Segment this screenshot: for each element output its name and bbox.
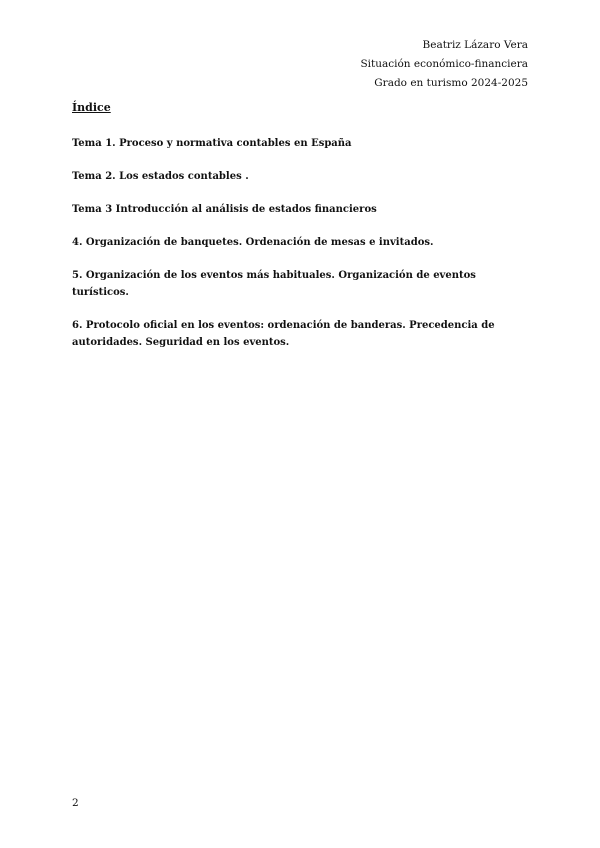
page-number: 2 — [72, 797, 79, 809]
index-title: Índice — [72, 101, 111, 114]
document-header — [360, 36, 528, 93]
toc-item-tema-2: Tema 2. Los estados contables . — [72, 171, 249, 182]
toc-item-6: 6. Protocolo oficial en los eventos: ordenación de banderas. Precedencia de autoridades. Seguridad en los eventos. — [72, 320, 495, 348]
table-of-contents — [72, 135, 528, 367]
toc-item-tema-3: Tema 3 Introducción al análisis de estados financieros — [72, 204, 377, 215]
subject-name: Situación económico-financiera — [360, 58, 528, 70]
author-name: Beatriz Lázaro Vera — [422, 39, 528, 51]
toc-item-4: 4. Organización de banquetes. Ordenación de mesas e invitados. — [72, 237, 434, 248]
toc-item-tema-1: Tema 1. Proceso y normativa contables en España — [72, 138, 352, 149]
course-name: Grado en turismo 2024-2025 — [374, 77, 528, 89]
toc-item-5: 5. Organización de los eventos más habituales. Organización de eventos turísticos. — [72, 270, 476, 298]
